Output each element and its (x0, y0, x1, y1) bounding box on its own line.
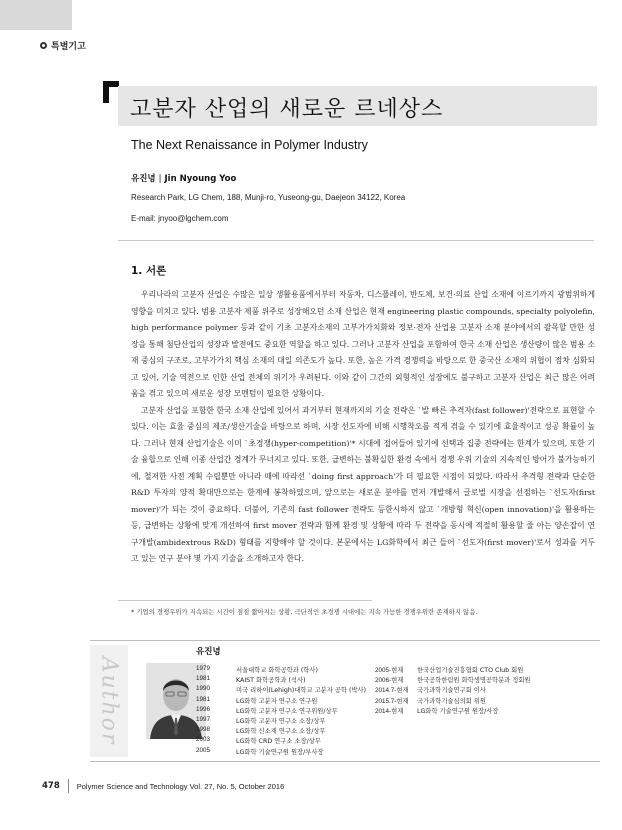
article-title-en: The Next Renaissance in Polymer Industry (131, 138, 368, 152)
bio-table-left (196, 665, 366, 757)
author-name-ko: 유진녕 (131, 174, 156, 184)
bio-row: 2005 LG화학 기술연구원 원장/부사장 (196, 746, 324, 756)
bio-row: 1998 LG화학 신소재 연구소 소장/상무 (196, 726, 326, 736)
bio-row: 1997 LG화학 고분자 연구소 소장/상무 (196, 715, 326, 725)
author-box (90, 640, 600, 762)
bio-row: 2005-현재 한국산업기술진흥협회 CTO Club 회원 (375, 667, 524, 674)
bio-row: 1981 KAIST 화학공학과 (석사) (196, 675, 306, 685)
bio-row: 2015.7-현재 국가과학기술심의회 위원 (375, 697, 486, 705)
section-tag (40, 39, 86, 52)
bio-row: 1981 LG화학 고분자 연구소 연구원 (196, 695, 318, 705)
bio-row: 2014.7-현재 국가과학기술연구회 이사 (375, 687, 486, 695)
section-tag-label: 특별기고 (51, 42, 86, 52)
page-footer (42, 779, 284, 793)
footer-divider (68, 779, 69, 793)
article-title-ko: 고분자 산업의 새로운 르네상스 (130, 97, 444, 122)
divider (118, 240, 594, 241)
affiliation: Research Park, LG Chem, 188, Munji-ro, Yuseong-gu, Daejeon 34122, Korea (131, 193, 406, 202)
author-name-en: Jin Nyoung Yoo (164, 174, 237, 184)
page-number: 478 (42, 781, 60, 791)
bio-row: 2006-현재 한국공학한림원 화학생명공학분과 정회원 (375, 677, 531, 685)
bio-name: 유진녕 (196, 647, 221, 657)
bio-row: 1979 서울대학교 화학공학과 (학사) (196, 665, 318, 674)
author-label: Author (90, 645, 128, 757)
bio-row: 2003 LG화학 CRD 연구소 소장/상무 (196, 736, 321, 746)
bullet-icon (40, 42, 47, 49)
journal-citation: Polymer Science and Technology Vol. 27, No. 5, October 2016 (76, 781, 285, 791)
paragraph: 고분자 산업을 포함한 한국 소재 산업에 있어서 과거부터 현재까지의 기술 전략은 `발 빠른 추격자(fast follower)'전략으로 표현할 수 있다. 이는 효율 중심의 제조/생산기술을 바탕으로 하며, 시장 선도자에 비해 시행착오를 적게 겪을 수 있기에 효율적이고 성공 확률이 높다. 그러나 현재 산업기술은 이미 `초경쟁(hyper-competition)'* 시대에 접어들어 있기에 선택과 집중 전략에는 한계가 있으며, 또한 기술 융합으로 인해 이종 산업간 경계가 무너지고 있다. 또한, 급변하는 불확실한 환경 속에서 경쟁 우위 기술의 지속적인 방어가 불가능하기에, 철저한 사전 계획 수립뿐만 아니라 때에 따라선 `doing first approach'가 더 필요한 시점이 되었다. 따라서 추격형 전략과 단순한 R&D 투자의 양적 확대만으로는 한계에 봉착하였으며, 앞으로는 새로운 분야를 먼저 개발해서 글로벌 시장을 선점하는 `선도자(first mover)'가 되는 것이 중요하다. 더불어, 기존의 fast follower 전략도 등한시하지 않고 `개방형 혁신(open innovation)'을 활용하는 등, 급변하는 상황에 맞게 개선하여 first mover 전략과 함께 환경 및 상황에 따라 두 전략을 동시에 적절히 활용할 줄 아는 양손잡이 연구개발(ambidextrous R&D) 형태를 지향해야 할 것이다. 본문에서는 LG화학에서 최근 들어 `선도자(first mover)'로서 성과를 거두고 있는 연구 분야 몇 가지 기술을 소개하고자 한다. (131, 405, 595, 563)
footnote-divider (118, 600, 372, 601)
email: E-mail: jnyoo@lgchem.com (131, 214, 229, 223)
bio-table-right (375, 665, 531, 716)
corner-block (0, 0, 72, 30)
author-line: 유진녕 | Jin Nyoung Yoo (131, 174, 237, 184)
bio-row: 2014-현재 LG화학 기술연구원 원장/사장 (375, 707, 499, 715)
body-text (131, 287, 595, 568)
footnote: * 기업의 경쟁우위가 지속되는 시간이 점점 짧아지는 상황, 극단적인 초경쟁 시대에는 지속 가능한 경쟁우위란 존재하지 않음. (131, 608, 478, 616)
title-bracket (103, 81, 119, 103)
section-heading: 1. 서론 (131, 265, 167, 277)
bio-row: 1990 미국 리하이(Lehigh)대학교 고분자 공학 (박사) (196, 685, 367, 695)
paragraph: 우리나라의 고분자 산업은 수많은 일상 생활용품에서부터 자동차, 디스플레이, 반도체, 보건·의료 산업 소재에 이르기까지 광범위하게 영향을 미치고 있다. 범용 고분자 제품 위주로 성장해오던 소재 산업은 현재 engineering plastic compounds, specialty polyolefin, high performance polymer 등과 같이 기초 고분자소재의 고부가가치화와 정보·전자 산업용 고분자 소재 분야에서의 괄목할 만한 성장을 통해 첨단산업의 성장과 발전에도 중요한 역할을 하고 있다. 그러나 고분자 산업을 포함하여 한국 소재 산업은 생산량이 많은 범용 소재 중심의 구조로, 고부가가치 핵심 소재의 대일 의존도가 높다. 또한, 높은 가격 경쟁력을 바탕으로 한 중국산 소재의 위협이 점차 심화되고 있어, 기술 역전으로 인한 산업 전체의 위기가 우려된다. 이와 같이 그간의 외형적인 성장에도 불구하고 고분자 산업은 최근 많은 어려움을 겪고 있으며 새로운 성장 모멘텀이 필요한 상황이다. (131, 290, 595, 398)
bio-row: 1996 LG화학 고분자 연구소 연구위원/상무 (196, 705, 338, 715)
